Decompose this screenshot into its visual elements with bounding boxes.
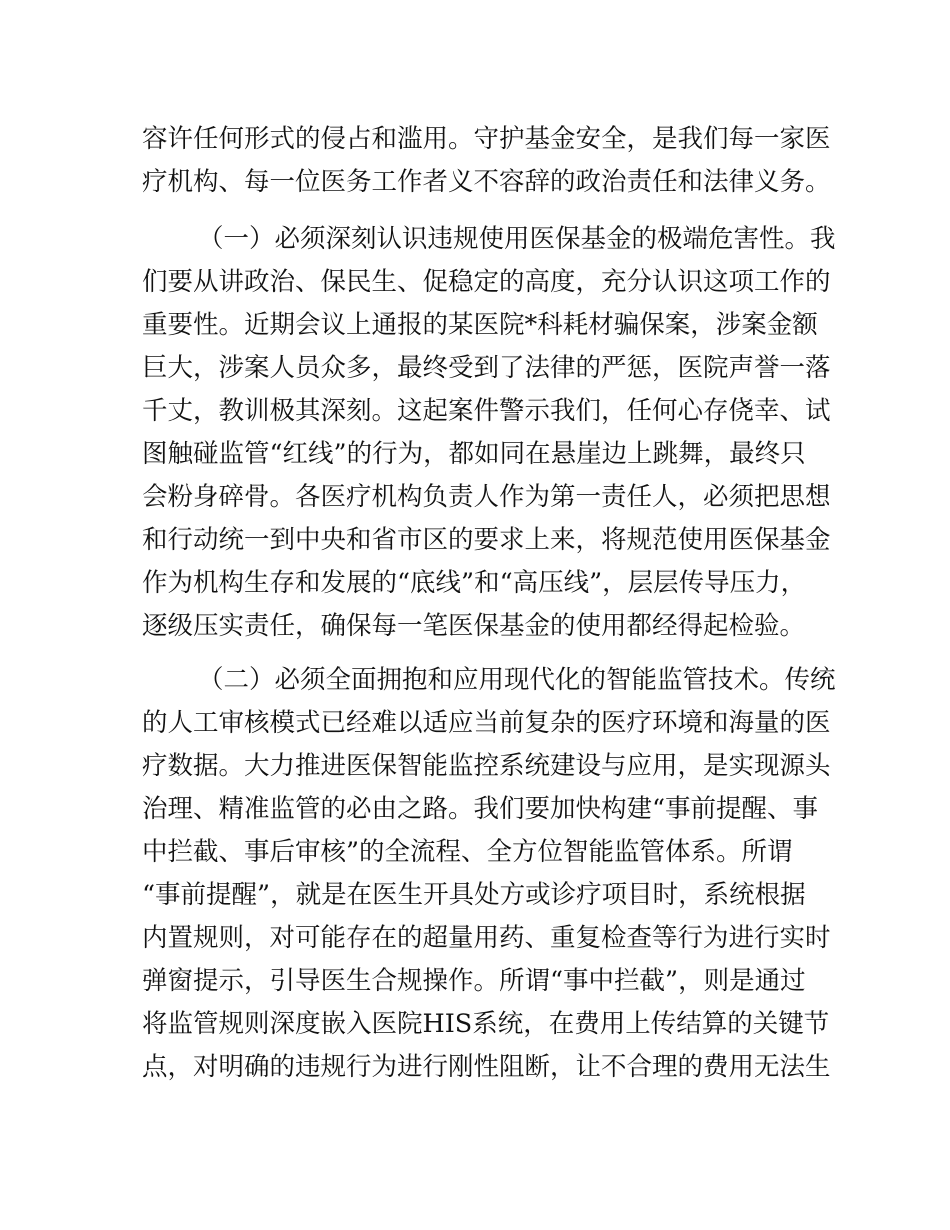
paragraph-line: 中拦截、事后审核”的全流程、全方位智能监管体系。所谓 [142, 837, 793, 867]
paragraph-line: 内置规则，对可能存在的超量用药、重复检查等行为进行实时 [142, 923, 831, 953]
paragraph-line: 们要从讲政治、保民生、促稳定的高度，充分认识这项工作的 [142, 267, 831, 297]
paragraph-line: 的人工审核模式已经难以适应当前复杂的医疗环境和海量的医 [142, 708, 831, 738]
paragraph-line: （二）必须全面拥抱和应用现代化的智能监管技术。传统 [198, 665, 836, 695]
paragraph-line: 逐级压实责任，确保每一笔医保基金的使用都经得起检验。 [142, 611, 806, 641]
paragraph-line: 点，对明确的违规行为进行刚性阻断，让不合理的费用无法生 [142, 1052, 831, 1082]
paragraph-line: 巨大，涉案人员众多，最终受到了法律的严惩，医院声誉一落 [142, 353, 831, 383]
paragraph-line: 重要性。近期会议上通报的某医院*科耗材骗保案，涉案金额 [142, 310, 818, 340]
paragraph-line: 千丈，教训极其深刻。这起案件警示我们，任何心存侥幸、试 [142, 396, 831, 426]
paragraph-line: 治理、精准监管的必由之路。我们要加快构建“事前提醒、事 [142, 794, 819, 824]
paragraph-line: 和行动统一到中央和省市区的要求上来，将规范使用医保基金 [142, 525, 831, 555]
paragraph-line: （一）必须深刻认识违规使用医保基金的极端危害性。我 [198, 224, 836, 254]
paragraph-line: 会粉身碎骨。各医疗机构负责人作为第一责任人，必须把思想 [142, 482, 831, 512]
paragraph-line: 疗机构、每一位医务工作者义不容辞的政治责任和法律义务。 [142, 167, 831, 197]
paragraph-line: 图触碰监管“红线”的行为，都如同在悬崖边上跳舞，最终只 [142, 439, 806, 469]
paragraph-line: 作为机构生存和发展的“底线”和“高压线”，层层传导压力， [142, 568, 807, 598]
paragraph-line: “事前提醒”，就是在医生开具处方或诊疗项目时，系统根据 [142, 880, 806, 910]
paragraph-line: 容许任何形式的侵占和滥用。守护基金安全，是我们每一家医 [142, 124, 831, 154]
paragraph-line: 弹窗提示，引导医生合规操作。所谓“事中拦截”，则是通过 [142, 966, 806, 996]
paragraph-line: 将监管规则深度嵌入医院HIS系统，在费用上传结算的关键节 [142, 1009, 830, 1039]
paragraph-line: 疗数据。大力推进医保智能监控系统建设与应用，是实现源头 [142, 751, 831, 781]
